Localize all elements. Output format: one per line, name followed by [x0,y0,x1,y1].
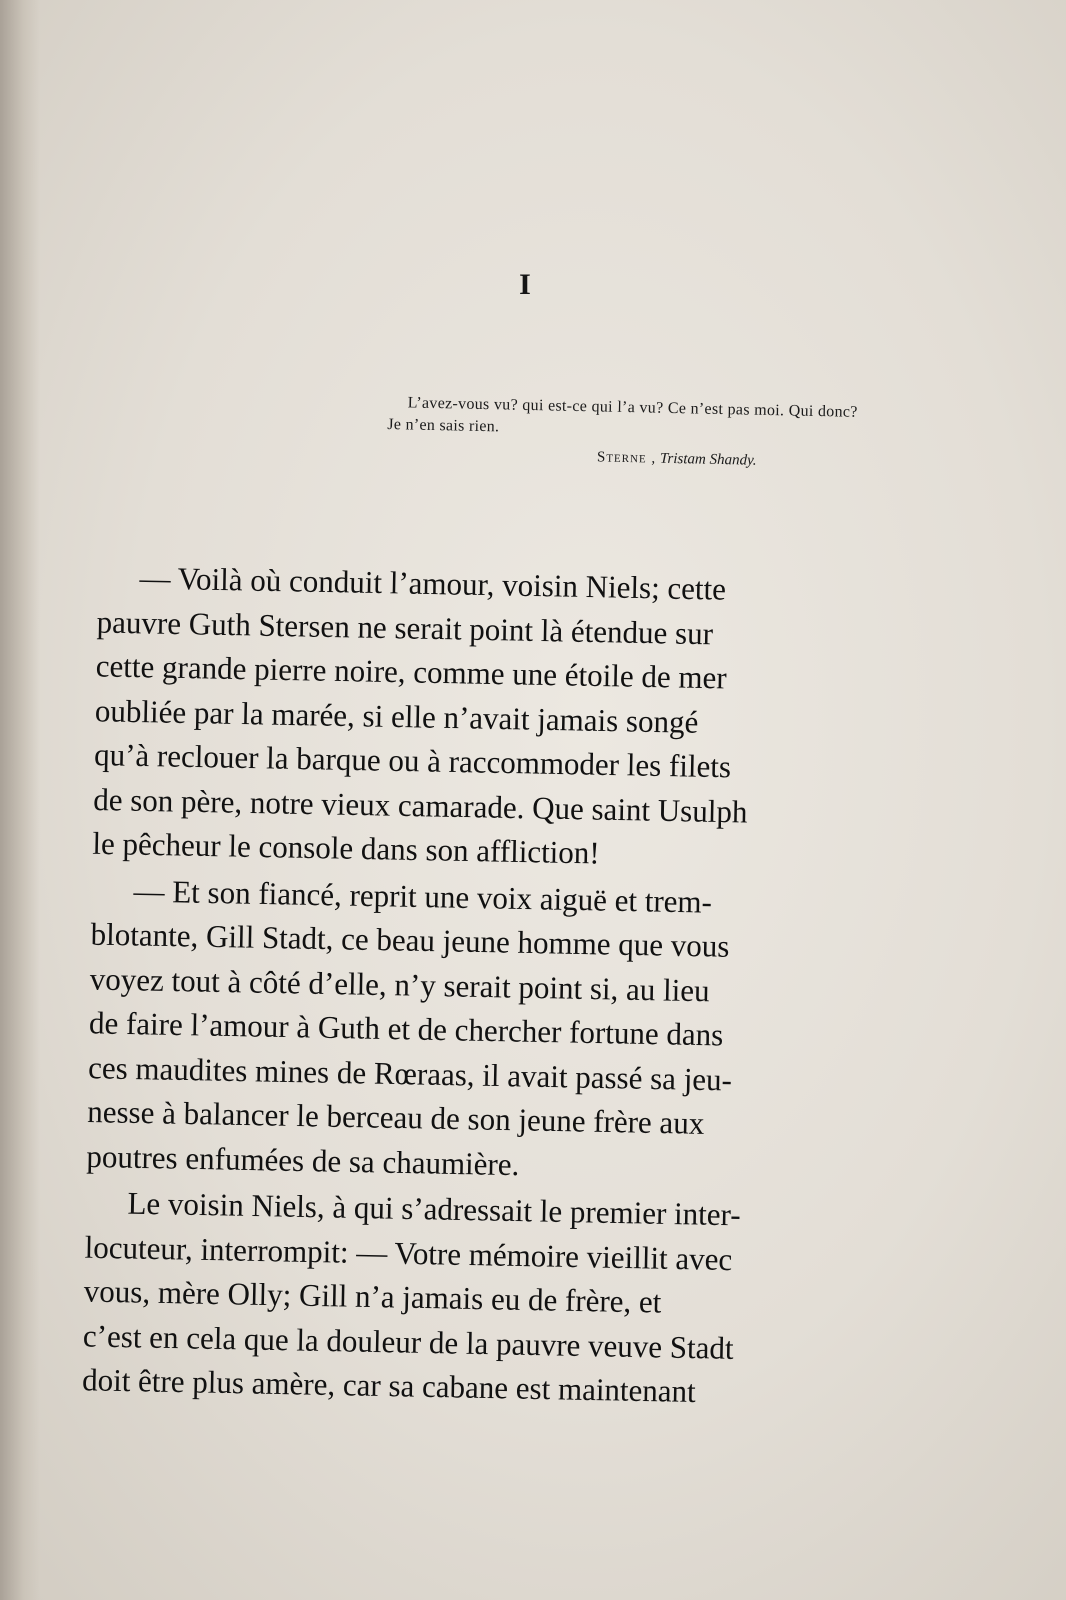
text-line: — Voilà où conduit l’amour, voisin Niels; cette [139,559,727,607]
epigraph-source [386,442,856,474]
epigraph [386,392,857,474]
body-text [82,555,898,1417]
text-line: oubliée par la marée, si elle n’avait jamais songé [94,692,699,740]
text-line: blotante, Gill Stadt, ce beau jeune homme que vous [90,916,730,964]
text-line: doit être plus amère, car sa cabane est maintenant [81,1361,697,1410]
text-line: pauvre Guth Stersen ne serait point là étendue sur [96,603,714,651]
epigraph-author: Sterne , [596,449,657,467]
epigraph-text: L’avez-vous vu? qui est-ce qui l’a vu? Ce n’est pas moi. Qui donc? Je n’en sais rien. [387,394,858,436]
text-line: locuteur, interrompit: — Votre mémoire vieillit avec [84,1228,733,1277]
text-line: — Et son fiancé, reprit une voix aiguë et trem- [133,872,713,920]
paragraph-3 [82,1180,886,1417]
text-line: de son père, notre vieux camarade. Que saint Usulph [92,780,748,830]
paragraph-2 [86,868,892,1194]
text-line: voyez tout à côté d’elle, n’y serait point si, au lieu [89,960,710,1008]
text-line: de faire l’amour à Guth et de chercher fortune dans [88,1004,724,1053]
text-line: ces maudites mines de Rœraas, il avait passé sa jeu- [87,1049,733,1098]
text-line: poutres enfumées de sa chaumière. [86,1137,520,1182]
paragraph-1 [92,555,898,881]
text-line: qu’à reclouer la barque ou à raccommoder les filets [93,736,732,785]
epigraph-work: Tristam Shandy. [659,450,757,469]
chapter-number: I [519,268,531,301]
text-line: le pêcheur le console dans son affliction! [92,825,601,871]
text-line: cette grande pierre noire, comme une étoile de mer [95,647,727,696]
page-gutter-shadow [0,0,40,1600]
text-line: nesse à balancer le berceau de son jeune frère aux [86,1093,705,1142]
text-line: c’est en cela que la douleur de la pauvre veuve Stadt [82,1317,734,1366]
text-line: vous, mère Olly; Gill n’a jamais eu de frère, et [83,1272,662,1320]
text-line: Le voisin Niels, à qui s’adressait le premier inter- [127,1185,741,1233]
